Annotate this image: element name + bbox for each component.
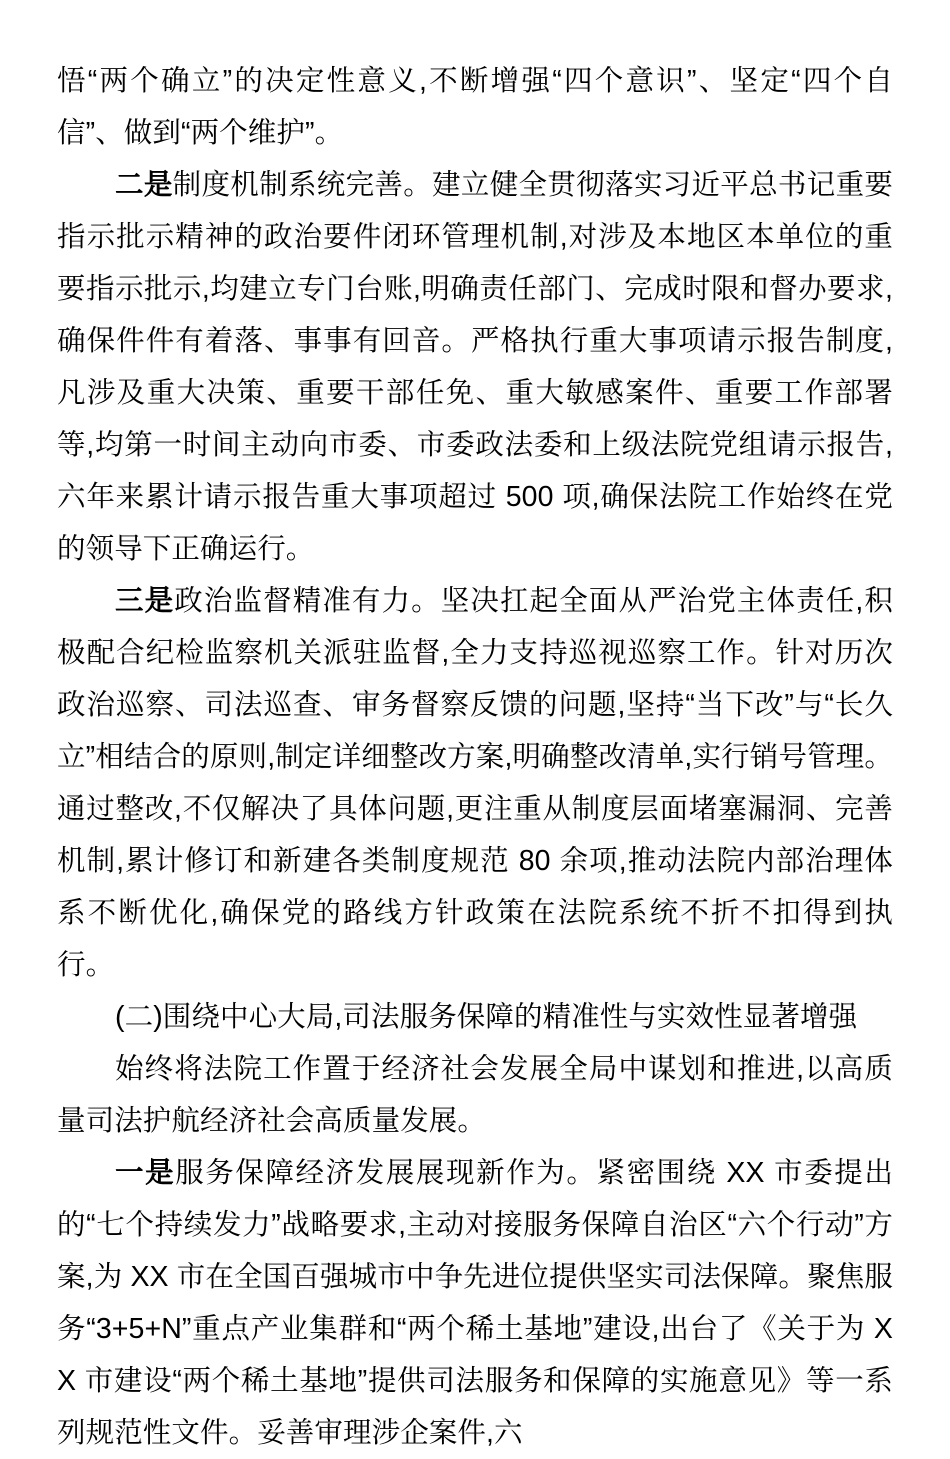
paragraph-continuation: 悟“两个确立”的决定性意义,不断增强“四个意识”、坚定“四个自信”、做到“两个维护”。 <box>57 65 893 149</box>
paragraph-point-one <box>57 1147 893 1459</box>
paragraph-text-three: 政治监督精准有力。坚决扛起全面从严治党主体责任,积极配合纪检监察机关派驻监督,全力支持巡视巡察工作。针对历次政治巡察、司法巡查、审务督察反馈的问题,坚持“当下改”与“长久立”相结合的原则,制定详细整改方案,明确整改清单,实行销号管理。通过整改,不仅解决了具体问题,更注重从制度层面堵塞漏洞、完善机制,累计修订和新建各类制度规范 80 余项,推动法院内部治理体系不断优化,确保党的路线方针政策在法院系统不折不扣得到执行。 <box>57 585 894 981</box>
paragraph-lead-marker-one: 一是 <box>115 1157 176 1189</box>
paragraph-text-one: 服务保障经济发展展现新作为。紧密围绕 XX 市委提出的“七个持续发力”战略要求,主动对接服务保障自治区“六个行动”方案,为 XX 市在全国百强城市中争先进位提供坚实司法保障。聚焦服务“3+5+N”重点产业集群和“两个稀土基地”建设,出台了《关于为 XX 市建设“两个稀土基地”提供司法服务和保障的实施意见》等一系列规范性文件。妥善审理涉企案件,六 <box>57 1157 893 1449</box>
paragraph-point-two <box>57 159 893 575</box>
section-heading-two: (二)围绕中心大局,司法服务保障的精准性与实效性显著增强 <box>115 1001 858 1033</box>
paragraph-lead-marker-three: 三是 <box>115 585 175 617</box>
paragraph-lead-marker-two: 二是 <box>115 169 173 201</box>
paragraph-section-intro: 始终将法院工作置于经济社会发展全局中谋划和推进,以高质量司法护航经济社会高质量发展。 <box>57 1053 893 1137</box>
document-body <box>57 55 893 1459</box>
paragraph-point-three <box>57 575 893 991</box>
paragraph-text-two: 制度机制系统完善。建立健全贯彻落实习近平总书记重要指示批示精神的政治要件闭环管理机制,对涉及本地区本单位的重要指示批示,均建立专门台账,明确责任部门、完成时限和督办要求,确保件件有着落、事事有回音。严格执行重大事项请示报告制度,凡涉及重大决策、重要干部任免、重大敏感案件、重要工作部署等,均第一时间主动向市委、市委政法委和上级法院党组请示报告,六年来累计请示报告重大事项超过 500 项,确保法院工作始终在党的领导下正确运行。 <box>57 169 893 565</box>
